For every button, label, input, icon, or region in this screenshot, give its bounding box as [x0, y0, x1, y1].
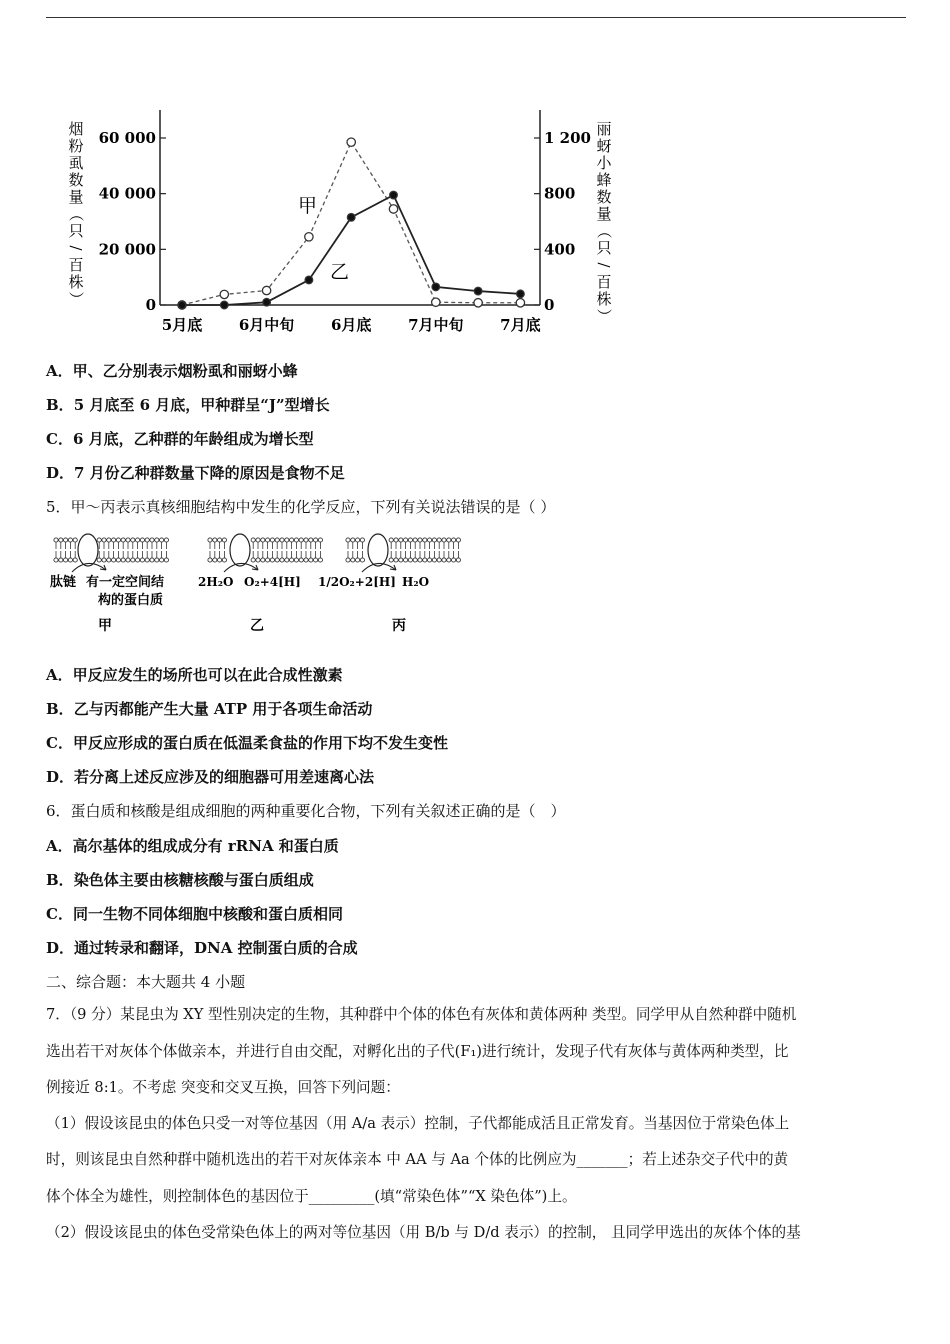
lipid-head [447, 558, 451, 562]
lipid-head [160, 558, 164, 562]
lipid-head [318, 538, 322, 542]
axis-label-char: （ [67, 206, 85, 222]
lipid-head [261, 558, 265, 562]
lipid-head [208, 538, 212, 542]
series-point-乙 [347, 214, 355, 222]
left-tick-label: 60 000 [98, 129, 156, 147]
lipid-head [107, 538, 111, 542]
series-label-yi: 乙 [330, 261, 350, 283]
lipid-head [54, 558, 58, 562]
lipid-head [121, 538, 125, 542]
lipid-head [54, 538, 58, 542]
series-point-甲 [474, 299, 482, 307]
series-point-乙 [305, 276, 313, 284]
lipid-head [428, 538, 432, 542]
x-tick-label: 7月底 [500, 316, 541, 334]
lipid-head [389, 538, 393, 542]
lipid-head [270, 558, 274, 562]
lipid-head [59, 538, 63, 542]
lipid-head [404, 538, 408, 542]
lipid-head [164, 558, 168, 562]
q4-option-c: C．6 月底，乙种群的年龄组成为增长型 [46, 430, 314, 448]
membrane-yi [208, 534, 323, 572]
membrane-jia [54, 534, 169, 572]
lipid-head [294, 538, 298, 542]
lipid-head [97, 538, 101, 542]
lipid-head [150, 538, 154, 542]
x-tick-label: 7月中旬 [408, 316, 464, 334]
yi-left-label: 2H₂O [198, 575, 234, 589]
q7-line-6: 体个体全为雄性，则控制体色的基因位于_________(填“常染色体”“X 染色体”)上。 [46, 1188, 577, 1205]
lipid-head [131, 538, 135, 542]
lipid-head [360, 558, 364, 562]
series-point-乙 [474, 287, 482, 295]
q5-option-b: B．乙与丙都能产生大量 ATP 用于各项生命活动 [46, 700, 373, 718]
lipid-head [318, 558, 322, 562]
q7-line-4: （1）假设该昆虫的体色只受一对等位基因（用 A/a 表示）控制，子代都能成活且正常发育。当基因位于常染色体上 [46, 1115, 790, 1132]
lipid-head [145, 558, 149, 562]
lipid-head [68, 538, 72, 542]
axis-label-char: ） [67, 291, 85, 307]
lipid-head [213, 558, 217, 562]
lipid-head [266, 558, 270, 562]
lipid-head [290, 558, 294, 562]
lipid-head [351, 538, 355, 542]
series-point-甲 [305, 233, 313, 241]
membrane-bing [346, 534, 461, 572]
lipid-head [222, 558, 226, 562]
axis-label-char: （ [595, 223, 613, 239]
yi-right-label: O₂+4[H] [244, 575, 301, 589]
lipid-head [112, 538, 116, 542]
lipid-head [145, 538, 149, 542]
q4-option-b: B．5 月底至 6 月底，甲种群呈“J”型增长 [46, 396, 330, 414]
lipid-head [218, 538, 222, 542]
lipid-head [290, 538, 294, 542]
series-label-jia: 甲 [298, 195, 318, 217]
left-tick-label: 40 000 [98, 184, 156, 203]
axis-label-char: 数 [68, 171, 84, 189]
series-point-甲 [432, 298, 440, 306]
lipid-head [299, 558, 303, 562]
lipid-head [432, 538, 436, 542]
axis-label-char: 百 [68, 256, 84, 274]
axis-label-char: 只 [68, 222, 84, 240]
q4-option-d: D．7 月份乙种群数量下降的原因是食物不足 [46, 464, 345, 482]
series-point-乙 [390, 191, 398, 199]
lipid-head [408, 558, 412, 562]
lipid-head [155, 558, 159, 562]
left-axis-label [67, 120, 85, 307]
bing-left-label: 1/2O₂+2[H] [318, 575, 396, 589]
bing-caption: 丙 [392, 618, 406, 634]
axis-label-char: 株 [596, 290, 612, 308]
q5-option-c: C．甲反应形成的蛋白质在低温柔食盐的作用下均不发生变性 [46, 734, 448, 752]
q6-option-d: D．通过转录和翻译，DNA 控制蛋白质的合成 [46, 939, 358, 957]
axis-label-char: 蜂 [596, 171, 612, 189]
lipid-head [314, 538, 318, 542]
q4-option-a: A．甲、乙分别表示烟粉虱和丽蚜小蜂 [46, 362, 298, 380]
q5-option-a: A．甲反应发生的场所也可以在此合成性激素 [46, 666, 343, 684]
q7-line-3: 例接近 8:1。不考虑 突变和交叉互换，回答下列问题： [46, 1079, 400, 1096]
bing-right-label: H₂O [402, 575, 430, 589]
lipid-head [309, 558, 313, 562]
series-point-甲 [516, 299, 524, 307]
lipid-head [314, 558, 318, 562]
lipid-head [423, 558, 427, 562]
membrane-protein [230, 534, 250, 566]
lipid-head [112, 558, 116, 562]
lipid-head [261, 538, 265, 542]
q7-line-2: 选出若干对灰体个体做亲本，并进行自由交配，对孵化出的子代(F₁)进行统计，发现子代有灰体与黄体两种类型，比 [46, 1043, 789, 1060]
right-tick-label: 800 [544, 184, 576, 203]
axis-label-char: 丽 [596, 120, 612, 138]
lipid-head [107, 558, 111, 562]
axis-label-char: 量 [68, 188, 84, 206]
right-tick-label: 0 [544, 296, 555, 314]
lipid-head [160, 538, 164, 542]
lipid-head [140, 558, 144, 562]
lipid-head [437, 538, 441, 542]
axis-label-char: 小 [596, 154, 612, 172]
lipid-head [346, 538, 350, 542]
lipid-head [73, 558, 77, 562]
lipid-head [452, 558, 456, 562]
lipid-head [97, 558, 101, 562]
lipid-head [68, 558, 72, 562]
series-point-甲 [389, 205, 397, 213]
left-tick-label: 20 000 [98, 240, 156, 259]
lipid-head [64, 558, 68, 562]
series-line-乙 [182, 195, 520, 305]
lipid-head [266, 538, 270, 542]
lipid-head [102, 538, 106, 542]
series-point-甲 [220, 290, 228, 298]
lipid-head [394, 558, 398, 562]
axis-label-char: 烟 [68, 120, 84, 138]
jia-left-label: 肽链 [50, 575, 77, 590]
lipid-head [280, 538, 284, 542]
lipid-head [309, 538, 313, 542]
lipid-head [399, 538, 403, 542]
axis-label-char: / [67, 245, 85, 251]
jia-caption: 甲 [98, 618, 112, 634]
lipid-head [251, 558, 255, 562]
lipid-head [164, 538, 168, 542]
lipid-head [404, 558, 408, 562]
lipid-head [456, 538, 460, 542]
series-point-乙 [263, 298, 271, 306]
q6-stem: 6．蛋白质和核酸是组成细胞的两种重要化合物，下列有关叙述正确的是（ ） [46, 802, 566, 820]
series-point-甲 [347, 138, 355, 146]
lipid-head [208, 558, 212, 562]
lipid-head [413, 558, 417, 562]
lipid-head [126, 558, 130, 562]
q7-line-1: 7．（9 分）某昆虫为 XY 型性别决定的生物，其种群中个体的体色有灰体和黄体两种 类型。同学甲从自然种群中随机 [46, 1006, 797, 1023]
lipid-head [222, 538, 226, 542]
lipid-head [140, 538, 144, 542]
right-tick-label: 1 200 [544, 129, 591, 147]
lipid-head [136, 558, 140, 562]
axis-label-char: ） [595, 308, 613, 324]
lipid-head [126, 538, 130, 542]
lipid-head [304, 538, 308, 542]
jia-right-label-1: 有一定空间结 [86, 575, 165, 590]
header-rule [46, 17, 906, 18]
lipid-head [346, 558, 350, 562]
membrane-figure [46, 530, 476, 640]
yi-caption: 乙 [250, 618, 264, 634]
lipid-head [64, 538, 68, 542]
axis-label-char: 蚜 [596, 137, 612, 155]
lipid-head [59, 558, 63, 562]
lipid-head [442, 538, 446, 542]
lipid-head [408, 538, 412, 542]
lipid-head [418, 538, 422, 542]
axis-label-char: 数 [596, 188, 612, 206]
lipid-head [413, 538, 417, 542]
series-point-乙 [178, 301, 186, 309]
lipid-head [285, 538, 289, 542]
lipid-head [256, 538, 260, 542]
lipid-head [452, 538, 456, 542]
q6-option-a: A．高尔基体的组成成分有 rRNA 和蛋白质 [46, 837, 339, 855]
lipid-head [218, 558, 222, 562]
q6-option-c: C．同一生物不同体细胞中核酸和蛋白质相同 [46, 905, 343, 923]
axis-label-char: 虱 [68, 154, 84, 172]
lipid-head [251, 538, 255, 542]
lipid-head [437, 558, 441, 562]
lipid-head [294, 558, 298, 562]
series-point-乙 [517, 290, 525, 298]
axis-label-char: 株 [68, 273, 84, 291]
right-axis-label [595, 120, 613, 324]
lipid-head [150, 558, 154, 562]
axis-label-char: 百 [596, 273, 612, 291]
lipid-head [351, 558, 355, 562]
lipid-head [360, 538, 364, 542]
lipid-head [275, 558, 279, 562]
series-point-乙 [221, 301, 229, 309]
lipid-head [275, 538, 279, 542]
lipid-head [213, 538, 217, 542]
lipid-head [285, 558, 289, 562]
lipid-head [442, 558, 446, 562]
q5-option-d: D．若分离上述反应涉及的细胞器可用差速离心法 [46, 768, 375, 786]
q7-line-5: 时，则该昆虫自然种群中随机选出的若干对灰体亲本 中 AA 与 Aa 个体的比例应为_______；若上述杂交子代中的黄 [46, 1151, 789, 1168]
left-tick-label: 0 [145, 296, 156, 314]
lipid-head [399, 558, 403, 562]
x-tick-label: 6月底 [330, 316, 372, 334]
lipid-head [136, 538, 140, 542]
lipid-head [428, 558, 432, 562]
lipid-head [456, 558, 460, 562]
lipid-head [131, 558, 135, 562]
series-line-甲 [182, 142, 520, 305]
axis-label-char: / [595, 262, 613, 268]
right-tick-label: 400 [544, 240, 576, 259]
x-tick-label: 6月中旬 [238, 316, 295, 334]
lipid-head [356, 538, 360, 542]
lipid-head [73, 538, 77, 542]
lipid-head [121, 558, 125, 562]
axis-label-char: 量 [596, 205, 612, 223]
lipid-head [447, 538, 451, 542]
lipid-head [102, 558, 106, 562]
q7-line-7: （2）假设该昆虫的体色受常染色体上的两对等位基因（用 B/b 与 D/d 表示）的控制， 且同学甲选出的灰体个体的基 [46, 1224, 801, 1241]
series-point-乙 [432, 283, 440, 291]
membrane-protein [368, 534, 388, 566]
lipid-head [304, 558, 308, 562]
lipid-head [389, 558, 393, 562]
membrane-protein [78, 534, 98, 566]
q6-option-b: B．染色体主要由核糖核酸与蛋白质组成 [46, 871, 314, 889]
lipid-head [116, 538, 120, 542]
lipid-head [270, 538, 274, 542]
section-2-heading: 二、综合题：本大题共 4 小题 [46, 973, 246, 991]
lipid-head [256, 558, 260, 562]
population-chart [60, 100, 620, 350]
jia-right-label-2: 构的蛋白质 [98, 593, 164, 608]
lipid-head [418, 558, 422, 562]
series-point-甲 [262, 286, 270, 294]
lipid-head [116, 558, 120, 562]
q5-stem: 5．甲～丙表示真核细胞结构中发生的化学反应，下列有关说法错误的是（ ） [46, 498, 556, 516]
axis-label-char: 只 [596, 239, 612, 257]
lipid-head [394, 538, 398, 542]
lipid-head [280, 558, 284, 562]
axis-label-char: 粉 [68, 137, 84, 155]
x-tick-label: 5月底 [161, 316, 203, 334]
lipid-head [155, 538, 159, 542]
lipid-head [423, 538, 427, 542]
lipid-head [356, 558, 360, 562]
lipid-head [299, 538, 303, 542]
lipid-head [432, 558, 436, 562]
